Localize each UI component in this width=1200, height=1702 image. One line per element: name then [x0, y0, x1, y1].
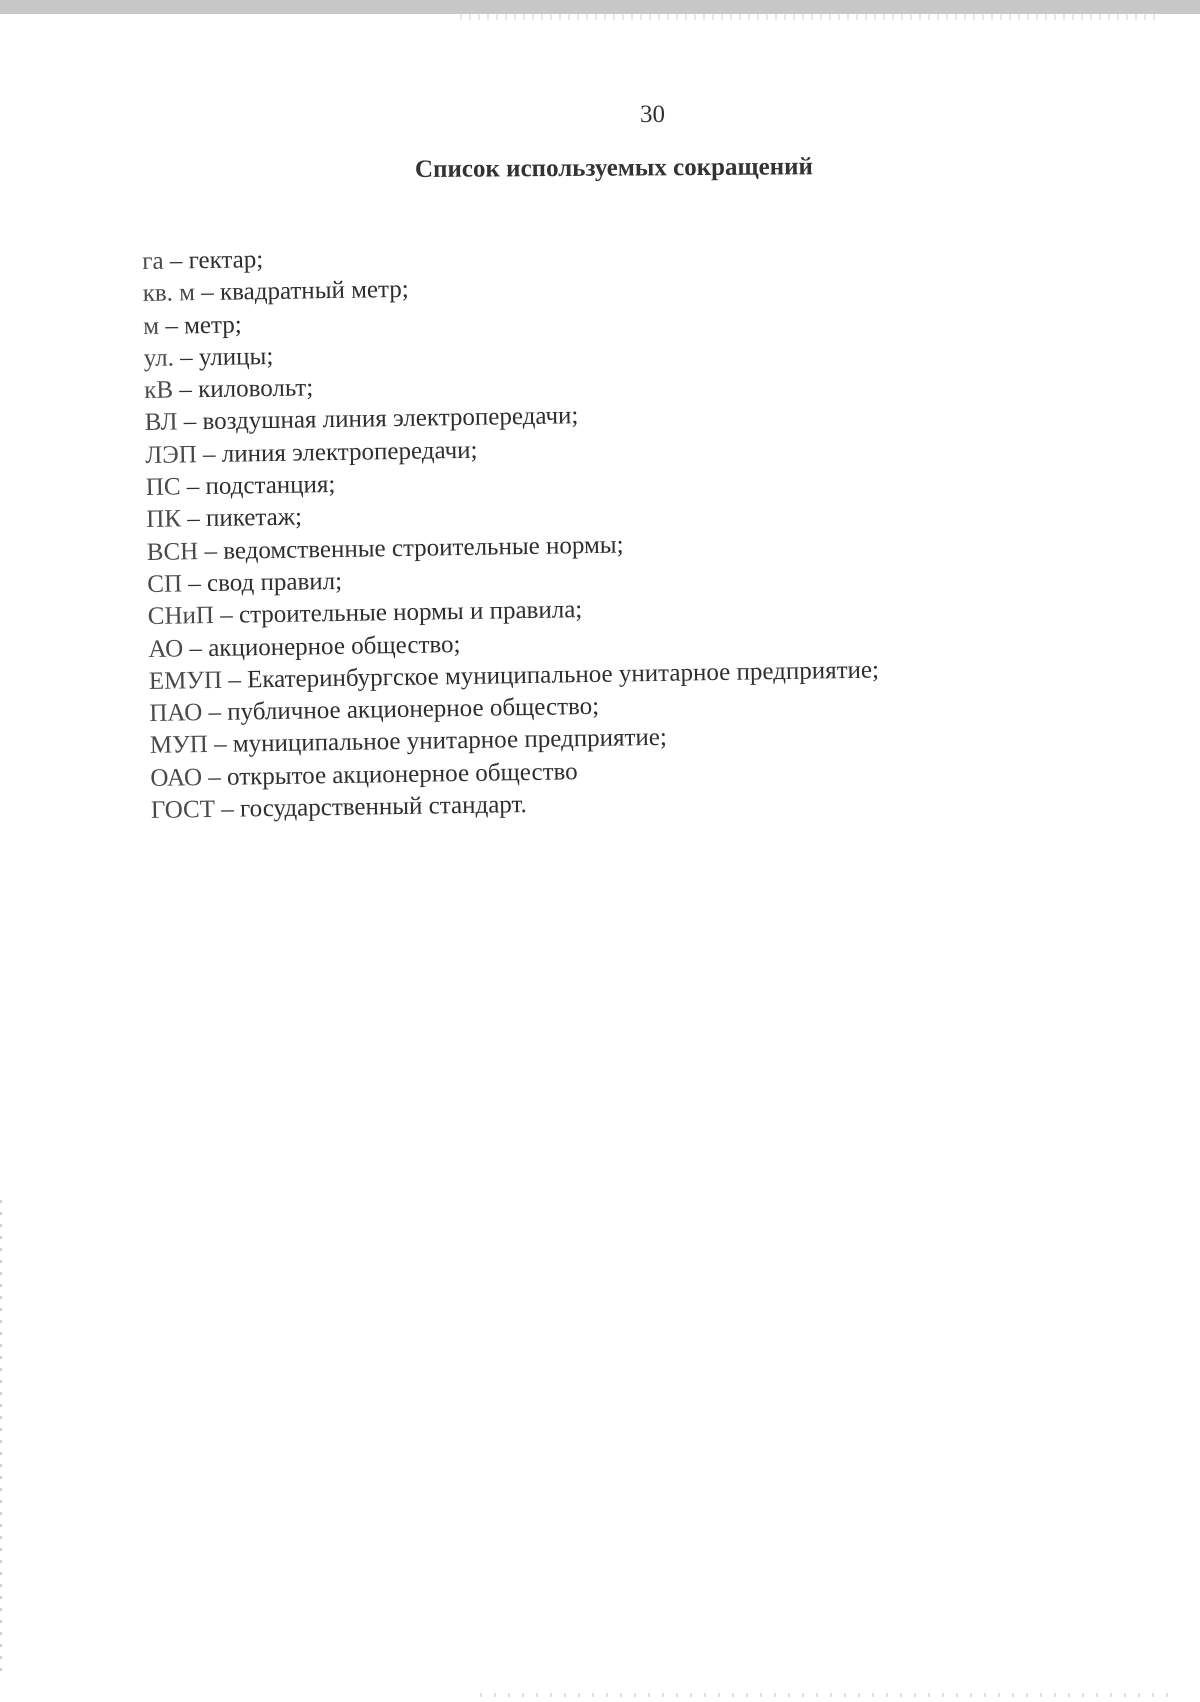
abbreviation-term: ПС — [145, 473, 181, 502]
abbreviation-definition: – строительные нормы и правила; — [213, 596, 583, 630]
abbreviation-definition: – ведомственные строительные нормы; — [197, 531, 624, 565]
abbreviation-term: СНиП — [147, 602, 215, 631]
abbreviation-term: ул. — [143, 344, 175, 372]
abbreviation-definition: – улицы; — [173, 342, 274, 372]
abbreviation-term: ВСН — [146, 537, 199, 566]
abbreviation-term: ВЛ — [144, 408, 178, 437]
abbreviation-definition: – пикетаж; — [180, 503, 303, 533]
abbreviation-term: ОАО — [150, 763, 203, 792]
abbreviation-term: кв. м — [142, 279, 196, 308]
abbreviation-definition: – гектар; — [163, 246, 264, 275]
scan-bottom-noise — [480, 1693, 1180, 1697]
abbreviation-definition: – свод правил; — [181, 567, 343, 598]
abbreviation-definition: – линия электропередачи; — [196, 436, 478, 468]
abbreviation-term: ЕМУП — [148, 666, 223, 695]
abbreviation-definition: – открытое акционерное общество — [201, 757, 578, 791]
abbreviation-definition: – Екатеринбургское муниципальное унитарное предприятие; — [221, 656, 880, 694]
abbreviation-definition: – государственный стандарт. — [214, 791, 527, 823]
abbreviation-definition: – киловольт; — [172, 374, 314, 404]
abbreviation-term: кВ — [144, 376, 174, 405]
abbreviation-definition: – акционерное общество; — [182, 630, 461, 662]
abbreviation-term: м — [143, 312, 160, 340]
abbreviation-term: МУП — [149, 731, 209, 760]
abbreviation-term: ГОСТ — [150, 795, 216, 824]
scan-top-noise — [460, 14, 1160, 20]
abbreviation-term: СП — [147, 570, 183, 598]
abbreviation-definition: – подстанция; — [180, 471, 336, 501]
abbreviation-term: га — [142, 247, 164, 275]
abbreviation-term: ПК — [146, 505, 182, 534]
abbreviation-term: ПАО — [149, 699, 203, 728]
scan-left-edge — [0, 1200, 2, 1680]
page-number: 30 — [640, 101, 665, 128]
abbreviation-term: АО — [148, 634, 184, 663]
abbreviation-definition: – публичное акционерное общество; — [202, 693, 600, 727]
abbreviation-definition: – квадратный метр; — [194, 276, 409, 307]
abbreviation-definition: – муниципальное унитарное предприятие; — [207, 724, 668, 759]
abbreviation-list — [142, 235, 881, 828]
abbreviation-term: ЛЭП — [145, 440, 198, 469]
abbreviation-definition: – воздушная линия электропередачи; — [177, 402, 579, 436]
scan-top-edge — [0, 0, 1200, 14]
abbreviation-definition: – метр; — [158, 311, 242, 340]
page-title: Список используемых сокращений — [414, 153, 813, 183]
